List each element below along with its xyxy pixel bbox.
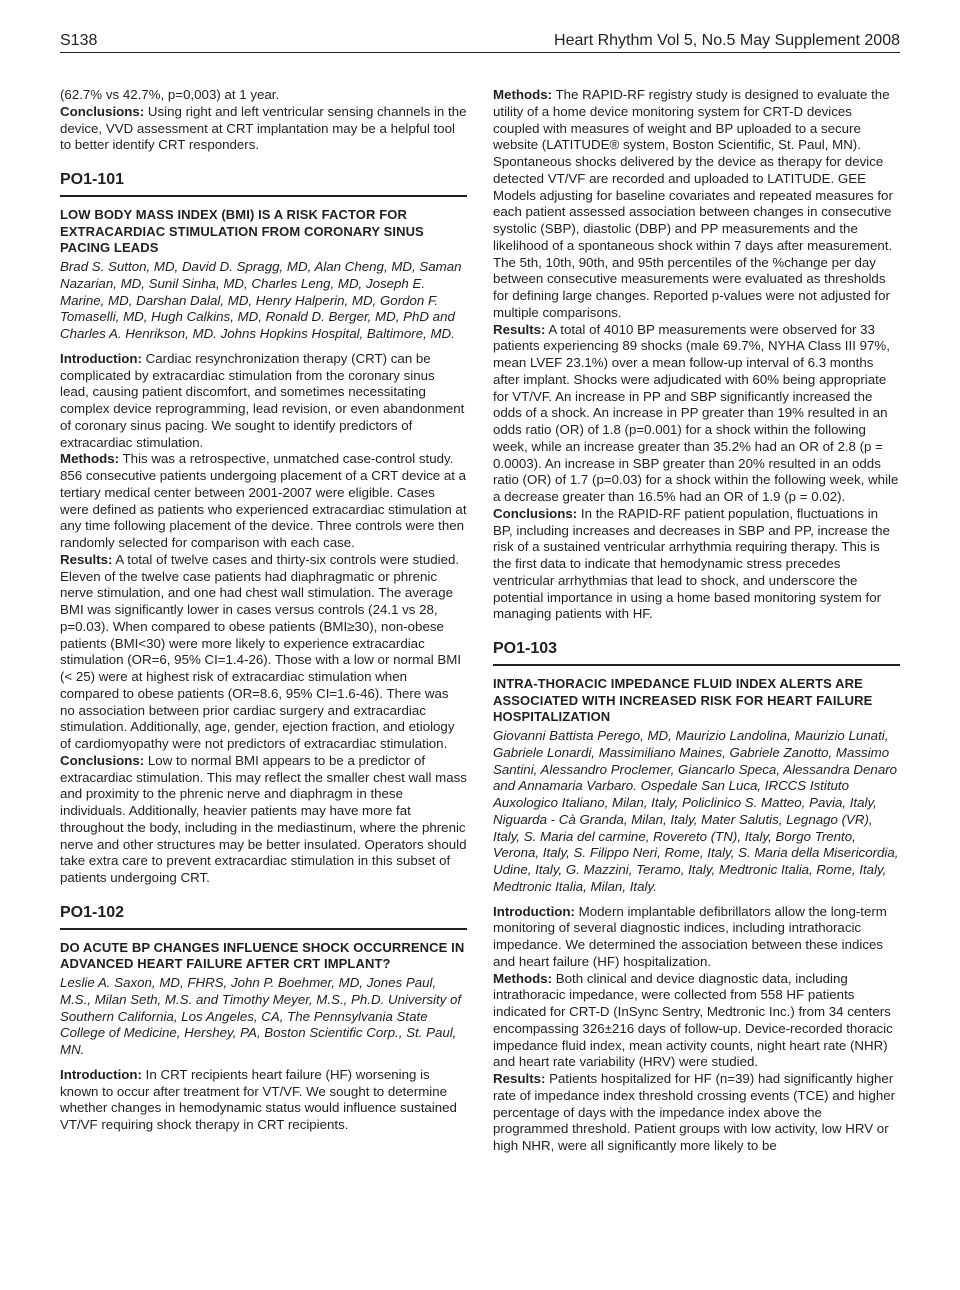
right-column — [493, 87, 900, 1155]
abstract-results: Results: A total of twelve cases and thirty-six controls were studied. Eleven of the twelve case patients had diaphragmatic or phrenic nerve stimulation, and one had chest wall stimulation. The average BMI was significantly lower in cases versus controls (24.1 vs 28, p=0.03). When compared to obese patients (BMI≥30), non-obese patients (BMI<30) were more likely to experience extracardiac stimulation (OR=6, 95% CI=1.4-26). Those with a low or normal BMI (< 25) were at highest risk of extracardiac stimulation when compared to obese patients (OR=8.6, 95% CI=1.6-46). There was no association between prior cardiac surgery and extracardiac stimulation. Additionally, age, gender, ejection fraction, and etiology of cardiomyopathy were not predictors of extracardiac stimulation. — [60, 551, 462, 752]
abstract-methods: Methods: This was a retrospective, unmatched case-control study. 856 consecutive patients undergoing placement of a CRT device at a tertiary medical center between 2001-2007 were eligible. Cases were defined as patients who experienced extracardiac stimulation at any time following placement of the device. Three controls were then randomly selected for comparison with each case. — [60, 451, 467, 551]
abstract-authors: Leslie A. Saxon, MD, FHRS, John P. Boehmer, MD, Jones Paul, M.S., Milan Seth, M.S. and Timothy Meyer, M.S., Ph.D. University of Southern California, Los Angeles, CA, The Pennsylvania State College of Medicine, Hershey, PA, Boston Scientific Corp., St. Paul, MN. — [60, 975, 462, 1058]
abstract-introduction: Introduction: Cardiac resynchronization therapy (CRT) can be complicated by extracardiac stimulation from the coronary sinus lead, causing patient discomfort, and sometimes necessitating complex device reprogramming, lead revision, or even abandonment of coronary sinus pacing. We sought to identify predictors of extracardiac stimulation. — [60, 350, 465, 450]
abstract-conclusions: Conclusions: Low to normal BMI appears to be a predictor of extracardiac stimulation. This may reflect the smaller chest wall mass and proximity to the phrenic nerve and diaphragm in these individuals. Additionally, heavier patients may have more fat throughout the body, including in the mediastinum, where the phrenic nerve and other structures may be better insulated. Operators should take extra care to prevent extracardiac stimulation in this subset of patients undergoing CRT. — [60, 752, 467, 886]
page-header — [60, 32, 900, 53]
section-label: Conclusions: — [60, 103, 145, 119]
abstract-results: Results: Patients hospitalized for HF (n=39) had significantly higher rate of impedance index threshold crossing events (TCE) and higher percentage of days with the impedance index above the programmed threshold. Patient groups with low activity, low HRV or high NHR, were all significantly more likely to be — [493, 1071, 896, 1154]
abstract-po1-101 — [60, 172, 467, 887]
journal-citation: Heart Rhythm Vol 5, No.5 May Supplement 2008 — [554, 32, 900, 49]
abstract-id: PO1-101 — [60, 172, 467, 197]
abstract-po1-102 — [60, 905, 467, 1134]
abstract-title: DO ACUTE BP CHANGES INFLUENCE SHOCK OCCURRENCE IN ADVANCED HEART FAILURE AFTER CRT IMPLANT? — [60, 939, 465, 972]
abstract-authors: Giovanni Battista Perego, MD, Maurizio Landolina, Maurizio Lunati, Gabriele Lonardi, Massimiliano Maines, Gabriele Zanotto, Massimo Santini, Alessandro Proclemer, Giancarlo Speca, Alessandra Denaro and Annamaria Varbaro. Ospedale San Luca, IRCCS Istituto Auxologico Italiano, Milan, Italy, Policlinico S. Matteo, Pavia, Italy, Niguarda - Cà Granda, Milan, Italy, Mater Salutis, Legnago (VR), Italy, S. Maria del carmine, Rovereto (TN), Italy, Borgo Trento, Verona, Italy, S. Filippo Neri, Rome, Italy, S. Maria della Misericordia, Udine, Italy, G. Mazzini, Teramo, Italy, Medtronic Italia, Rome, Italy, Medtronic Italia, Milan, Italy. — [493, 728, 899, 894]
abstract-id: PO1-103 — [493, 641, 900, 666]
page-number: S138 — [60, 32, 98, 49]
abstract-id: PO1-102 — [60, 905, 467, 930]
continuation-conclusions — [60, 104, 467, 154]
abstract-po1-103 — [493, 641, 900, 1155]
abstract-conclusions: Conclusions: In the RAPID-RF patient population, fluctuations in BP, including increases and decreases in SBP and PP, increase the risk of a sustained ventricular arrhythmia requiring therapy. This is the first data to indicate that hemodynamic stress precedes ventricular arrhythmias that lead to shock, and underscore the potential importance in using a home based monitoring system for managing patients with HF. — [493, 505, 890, 622]
abstract-title: LOW BODY MASS INDEX (BMI) IS A RISK FACTOR FOR EXTRACARDIAC STIMULATION FROM CORONARY SINUS PACING LEADS — [60, 206, 424, 256]
abstract-results: Results: A total of 4010 BP measurements were observed for 33 patients experiencing 89 shocks (male 69.7%, NYHA Class III 97%, mean LVEF 23.1%) over a mean follow-up interval of 6.3 months after implant. Shocks were adjudicated with 60% being appropriate for VT/VF. An increase in PP and SBP significantly increased the odds of a shock. An increase in PP greater than 19% resulted in an odds ratio (OR) of 1.8 (p=0.001) for a shock within the following week, while an increase greater than 35.2% had an OR of 2.8 (p = 0.0003). An increase in SBP greater than 20% resulted in an odds ratio (OR) of 1.7 (p=0.03) for a shock within the following week, while a decrease greater than 16.5% had an OR of 1.9 (p = 0.02). — [493, 321, 899, 504]
continuation-results: (62.7% vs 42.7%, p=0,003) at 1 year. — [60, 87, 280, 102]
abstract-introduction: Introduction: In CRT recipients heart failure (HF) worsening is known to occur after treatment for VT/VF. We sought to determine whether changes in hemodynamic status would influence sustained VT/VF requiring shock therapy in CRT recipients. — [60, 1066, 457, 1133]
abstract-methods: Methods: Both clinical and device diagnostic data, including intrathoracic impedance, were collected from 558 HF patients indicated for CRT-D (InSync Sentry, Medtronic Inc.) from 34 centers encompassing 326±216 days of follow-up. Device-recorded thoracic impedance fluid index, mean activity counts, night heart rate (NHR) and heart rate variability (HRV) were studied. — [493, 970, 893, 1070]
left-column — [60, 87, 467, 1134]
abstract-methods: Methods: The RAPID-RF registry study is designed to evaluate the utility of a home device monitoring system for CRT-D devices coupled with measures of weight and BP uploaded to a secure website (LATITUDE® system, Boston Scientific, St. Paul, MN). Spontaneous shocks delivered by the device as therapy for device detected VT/VF are recorded and uploaded to LATITUDE. GEE Models adjusting for baseline covariates and repeated measures for each patient assessed association between changes in consecutive systolic (SBP), diastolic (DBP) and PP measurements and the likelihood of a spontaneous shock within 7 days after measurement. The 5th, 10th, 90th, and 95th percentiles of the %change per day between consecutive measurements were evaluated as thresholds for defining large changes. Reported p-values were not adjusted for multiple comparisons. — [493, 87, 893, 320]
abstract-authors: Brad S. Sutton, MD, David D. Spragg, MD, Alan Cheng, MD, Saman Nazarian, MD, Sunil Sinha, MD, Charles Leng, MD, Joseph E. Marine, MD, Darshan Dalal, MD, Henry Halperin, MD, Gordon F. Tomaselli, MD, Hugh Calkins, MD, Ronald D. Berger, MD, PhD and Charles A. Henrikson, MD. Johns Hopkins Hospital, Baltimore, MD. — [60, 259, 462, 342]
section-text: Using right and left ventricular sensing channels in the device, VVD assessment at CRT implantation may be a helpful tool to better identify CRT responders. — [60, 103, 467, 153]
abstract-introduction: Introduction: Modern implantable defibrillators allow the long-term monitoring of several diagnostic indices, including intrathoracic impedance. We determined the association between these indices and heart failure (HF) hospitalization. — [493, 903, 887, 969]
abstract-title: INTRA-THORACIC IMPEDANCE FLUID INDEX ALERTS ARE ASSOCIATED WITH INCREASED RISK FOR HEART FAILURE HOSPITALIZATION — [493, 675, 873, 725]
